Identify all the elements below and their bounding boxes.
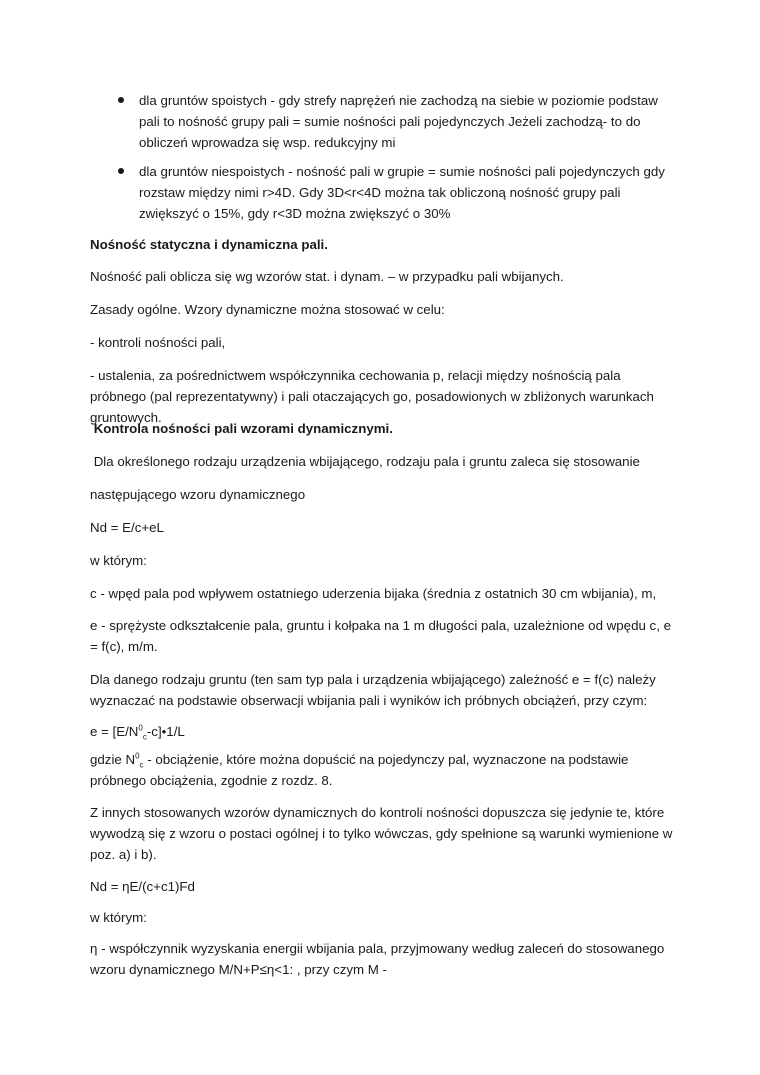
paragraph: Zasady ogólne. Wzory dynamiczne można stosować w celu: bbox=[90, 302, 445, 317]
definition: e - sprężyste odkształcenie pala, gruntu i kołpaka na 1 m długości pala, uzależnione od wpędu c, e = f(c), m/m. bbox=[90, 618, 671, 654]
bullet-text: dla gruntów spoistych - gdy strefy naprężeń nie zachodzą na siebie w poziomie podstaw pali to nośność grupy pali = sumie nośności pali pojedynczych Jeżeli zachodzą- to do obliczeń wprowadza się wsp. redukcyjny mi bbox=[139, 93, 658, 150]
bullet-text: dla gruntów niespoistych - nośność pali w grupie = sumie nośności pali pojedynczych gdy rozstaw między nimi r>4D. Gdy 3D<r<4D można tak obliczoną nośność grupy pali zwiększyć o 15%, gdy r<3D można zwiększyć o 30% bbox=[139, 164, 665, 221]
formula: Nd = E/c+eL bbox=[90, 520, 164, 535]
paragraph: Dla danego rodzaju gruntu (ten sam typ pala i urządzenia wbijającego) zależność e = f(c) należy wyznaczać na podstawie obserwacji wbijania pali i wyników ich próbnych obciążeń, przy czym: bbox=[90, 672, 656, 708]
formula: $e = [E/N^0_c-c]•1/L$ bbox=[90, 723, 185, 742]
paragraph: - ustalenia, za pośrednictwem współczynnika cechowania p, relacji między nośnością pala próbnego (pal reprezentatywny) i pali otaczających go, posadowionych w zbliżonych warunkach gruntowych. bbox=[90, 368, 654, 425]
paragraph: - kontroli nośności pali, bbox=[90, 335, 226, 350]
paragraph: następującego wzoru dynamicznego bbox=[90, 487, 306, 502]
bullet-icon bbox=[118, 97, 124, 103]
paragraph: Z innych stosowanych wzorów dynamicznych do kontroli nośności dopuszcza się jedynie te, które wywodzą się z wzoru o postaci ogólnej i to tylko wówczas, gdy spełnione są warunki wymienione w poz. a) i b). bbox=[90, 805, 673, 862]
definition: η - współczynnik wyzyskania energii wbijania pala, przyjmowany według zaleceń do stosowanego wzoru dynamicznego M/N+P≤η<1: , przy czym M - bbox=[90, 941, 665, 977]
definition: gdzie $N^0_c$ - obciążenie, które można dopuścić na pojedynczy pal, wyznaczone na podstawie próbnego obciążenia, zgodnie z rozdz. 8. bbox=[90, 751, 629, 788]
section-heading: Kontrola nośności pali wzorami dynamicznymi. bbox=[90, 421, 393, 436]
paragraph: w którym: bbox=[90, 553, 147, 568]
paragraph: w którym: bbox=[90, 910, 147, 925]
definition: c - wpęd pala pod wpływem ostatniego uderzenia bijaka (średnia z ostatnich 30 cm wbijania), m, bbox=[90, 586, 657, 601]
paragraph: Dla określonego rodzaju urządzenia wbijającego, rodzaju pala i gruntu zaleca się stosowanie bbox=[90, 454, 640, 469]
bullet-icon bbox=[118, 168, 124, 174]
formula: Nd = ηE/(c+c1)Fd bbox=[90, 879, 195, 894]
paragraph: Nośność pali oblicza się wg wzorów stat. i dynam. – w przypadku pali wbijanych. bbox=[90, 269, 564, 284]
section-heading: Nośność statyczna i dynamiczna pali. bbox=[90, 237, 328, 252]
